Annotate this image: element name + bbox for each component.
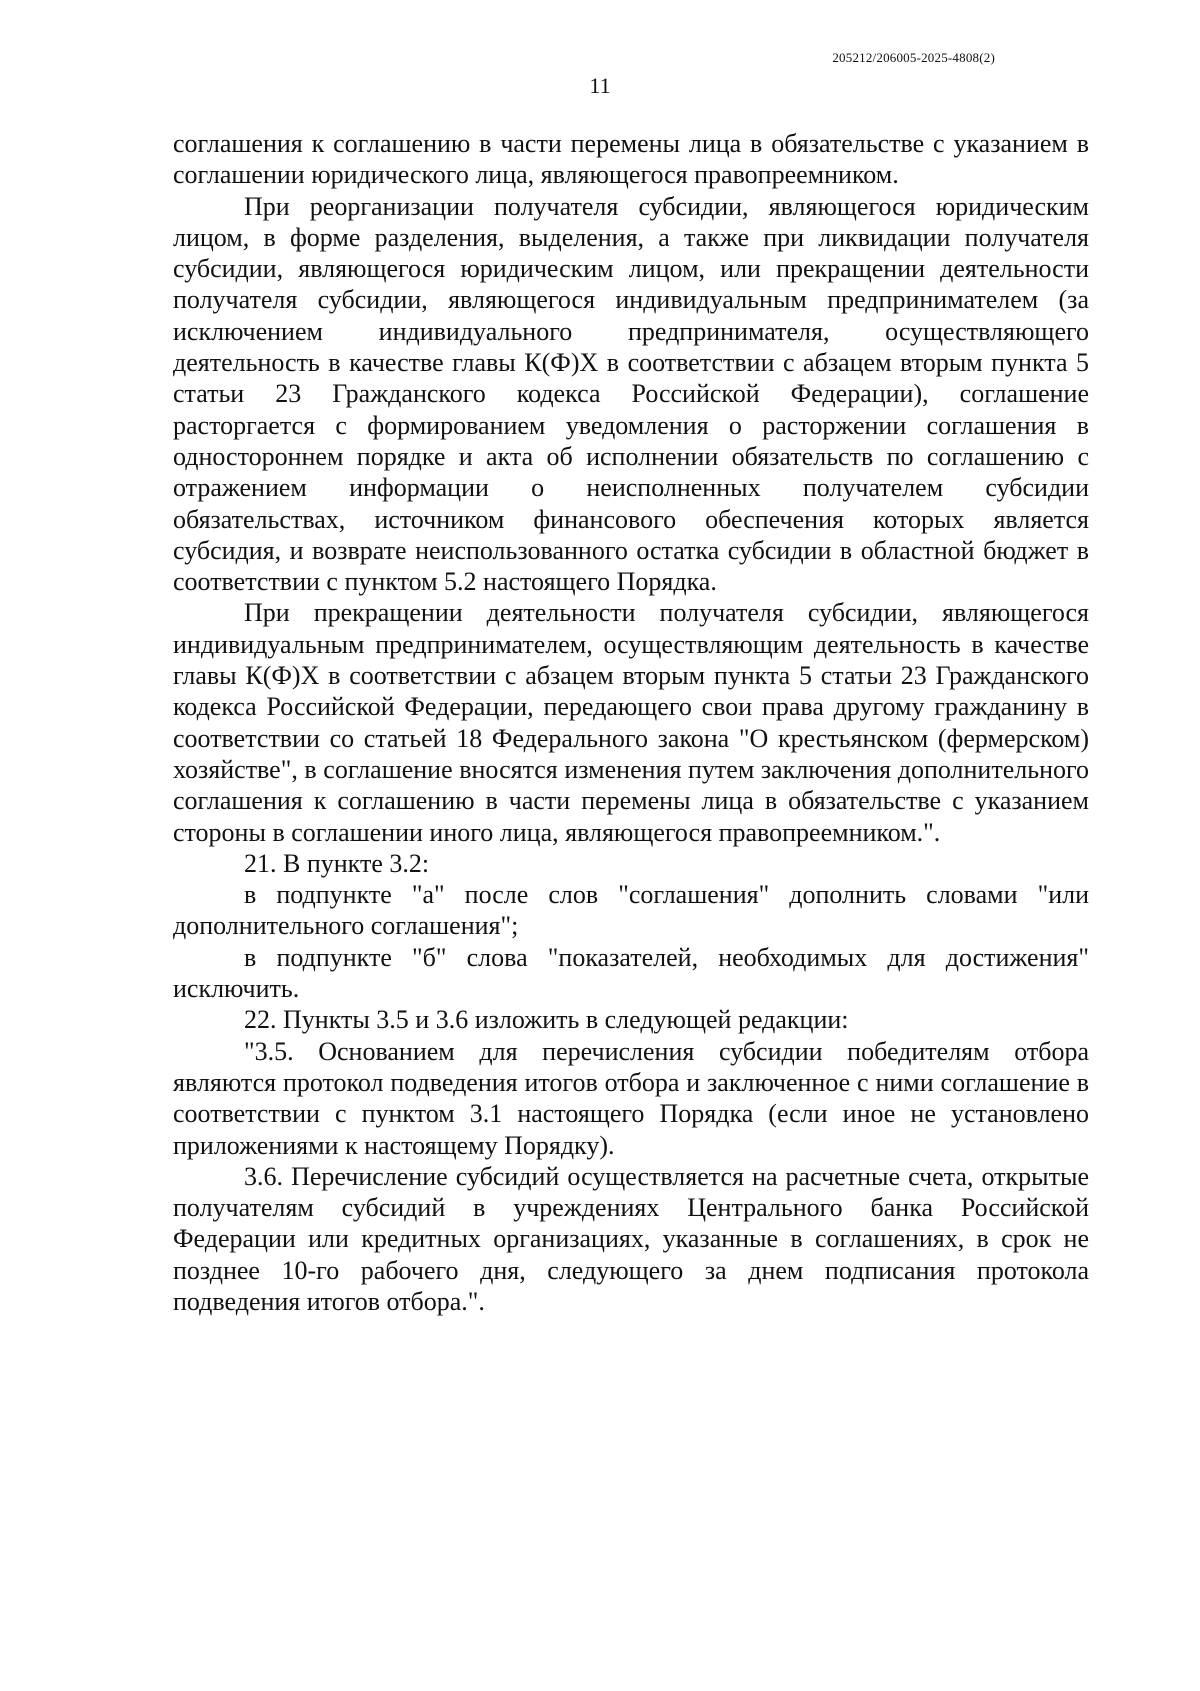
- paragraph-continuation: соглашения к соглашению в части перемены лица в обязательстве с указанием в соглашении юридического лица, являющегося правопреемником.: [173, 129, 1089, 190]
- paragraph-item-22: 22. Пункты 3.5 и 3.6 изложить в следующей редакции:: [244, 1005, 849, 1035]
- paragraph-clause-3-6: 3.6. Перечисление субсидий осуществляется на расчетные счета, открытые получателям субсидий в учреждениях Центрального банка Российской Федерации или кредитных организациях, указанные в соглашениях, в срок не позднее 10-го рабочего дня, следующего за днем подписания протокола подведения итогов отбора.".: [173, 1161, 1089, 1316]
- paragraph-subitem-b: в подпункте "б" слова "показателей, необходимых для достижения" исключить.: [173, 942, 1089, 1004]
- document-id: 205212/206005-2025-4808(2): [832, 50, 995, 65]
- paragraph-item-21: 21. В пункте 3.2:: [244, 848, 430, 878]
- page-number: 11: [589, 73, 611, 98]
- paragraph-subitem-a: в подпункте "а" после слов "соглашения" дополнить словами "или дополнительного соглашения";: [173, 880, 1089, 941]
- paragraph-reorganization: При реорганизации получателя субсидии, являющегося юридическим лицом, в форме разделения, выделения, а также при ликвидации получателя субсидии, являющегося юридическим лицом, или прекращении деятельности получателя субсидии, являющегося индивидуальным предпринимателем (за исключением индивидуального предпринимателя, осуществляющего деятельность в качестве главы К(Ф)Х в соответствии с абзацем вторым пункта 5 статьи 23 Гражданского кодекса Российской Федерации), соглашение расторгается с формированием уведомления о расторжении соглашения в одностороннем порядке и акта об исполнении обязательств по соглашению с отражением информации о неисполненных получателем субсидии обязательствах, источником финансового обеспечения которых является субсидия, и возврате неиспользованного остатка субсидии в областной бюджет в соответствии с пунктом 5.2 настоящего Порядка.: [173, 191, 1089, 597]
- document-body: [173, 128, 1089, 1317]
- paragraph-clause-3-5: "3.5. Основанием для перечисления субсидии победителям отбора являются протокол подведения итогов отбора и заключенное с ними соглашение в соответствии с пунктом 3.1 настоящего Порядка (если иное не установлено приложениями к настоящему Порядку).: [173, 1036, 1089, 1160]
- paragraph-termination: При прекращении деятельности получателя субсидии, являющегося индивидуальным предпринимателем, осуществляющим деятельность в качестве главы К(Ф)Х в соответствии с абзацем вторым пункта 5 статьи 23 Гражданского кодекса Российской Федерации, передающего свои права другому гражданину в соответствии со статьей 18 Федерального закона "О крестьянском (фермерском) хозяйстве", в соглашение вносятся изменения путем заключения дополнительного соглашения к соглашению в части перемены лица в обязательстве с указанием стороны в соглашении иного лица, являющегося правопреемником.".: [173, 598, 1089, 847]
